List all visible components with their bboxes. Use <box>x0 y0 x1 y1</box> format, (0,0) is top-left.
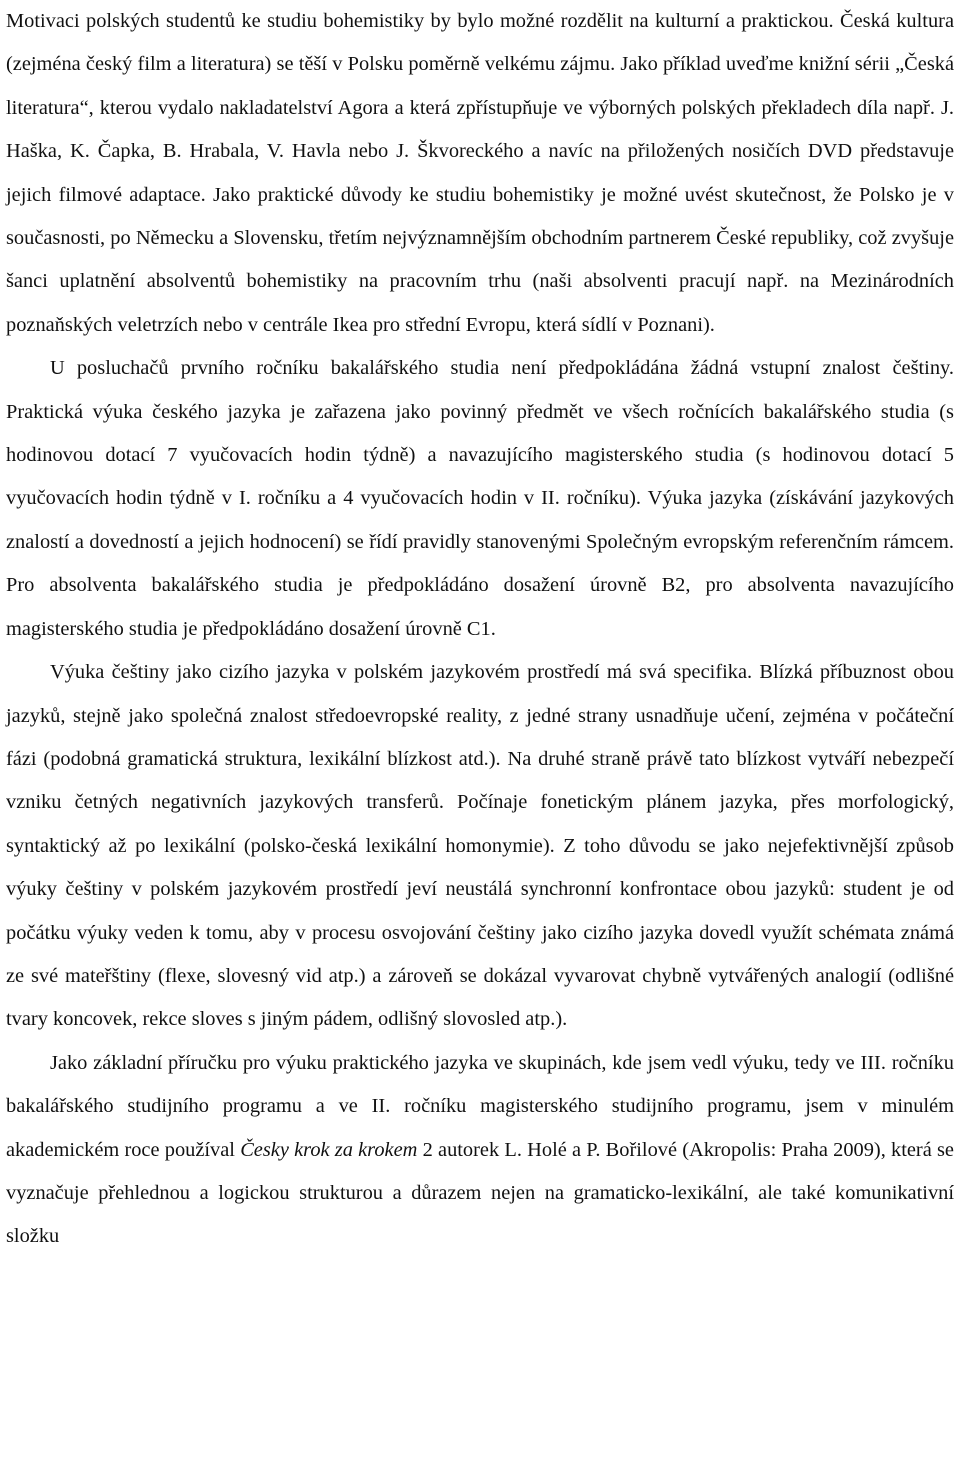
paragraph-motivation: Motivaci polských studentů ke studiu bohemistiky by bylo možné rozdělit na kulturní a praktickou. Česká kultura (zejména český film a literatura) se těší v Polsku poměrně velkému zájmu. Jako příklad uveďme knižní sérii „Česká literatura“, kterou vydalo nakladatelství Agora a která zpřístupňuje ve výborných polských překladech díla např. J. Haška, K. Čapka, B. Hrabala, V. Havla nebo J. Škvoreckého a navíc na přiložených nosičích DVD představuje jejich filmové adaptace. Jako praktické důvody ke studiu bohemistiky je možné uvést skutečnost, že Polsko je v současnosti, po Německu a Slovensku, třetím nejvýznamnějším obchodním partnerem České republiky, což zvyšuje šanci uplatnění absolventů bohemistiky na pracovním trhu (naši absolventi pracují např. na Mezinárodních poznaňských veletrzích nebo v centrále Ikea pro střední Evropu, která sídlí v Poznani). <box>6 10 954 336</box>
paragraph-textbook-after: 2 autorek L. Holé a P. Bořilové (Akropolis: Praha 2009), která se vyznačuje přehlednou a logickou strukturou a důrazem nejen na gramaticko-lexikální, ale také komunikativní složku <box>6 1138 954 1248</box>
paragraph-textbook-before: Jako základní příručku pro výuku praktického jazyka ve skupinách, kde jsem vedl výuku, tedy ve III. ročníku bakalářského studijního programu a ve II. ročníku magisterského studijního programu, jsem v minulém akademickém roce používal <box>6 1051 954 1161</box>
paragraph-specifics: Výuka češtiny jako cizího jazyka v polském jazykovém prostředí má svá specifika. Blízká příbuznost obou jazyků, stejně jako společná znalost středoevropské reality, z jedné strany usnadňuje učení, zejména v počáteční fázi (podobná gramatická struktura, lexikální blízkost atd.). Na druhé straně právě tato blízkost vytváří nebezpečí vzniku četných negativních jazykových transferů. Počínaje fonetickým plánem jazyka, přes morfologický, syntaktický až po lexikální (polsko-česká lexikální homonymie). Z toho důvodu se jako nejefektivnější způsob výuky češtiny v polském jazykovém prostředí jeví neustálá synchronní konfrontace obou jazyků: student je od počátku výuky veden k tomu, aby v procesu osvojování češtiny jako cizího jazyka dovedl využít schémata známá ze své mateřštiny (flexe, slovesný vid atp.) a zároveň se dokázal vyvarovat chybně vytvářených analogií (odlišné tvary koncovek, rekce sloves s jiným pádem, odlišný slovosled atp.). <box>6 661 954 1031</box>
paragraph-textbook <box>6 1042 954 1259</box>
paragraph-first-year: U posluchačů prvního ročníku bakalářského studia není předpokládána žádná vstupní znalost češtiny. Praktická výuka českého jazyka je zařazena jako povinný předmět ve všech ročnících bakalářského studia (s hodinovou dotací 7 vyučovacích hodin týdně) a navazujícího magisterského studia (s hodinovou dotací 5 vyučovacích hodin týdně v I. ročníku a 4 vyučovacích hodin v II. ročníku). Výuka jazyka (získávání jazykových znalostí a dovedností a jejich hodnocení) se řídí pravidly stanovenými Společným evropským referenčním rámcem. Pro absolventa bakalářského studia je předpokládáno dosažení úrovně B2, pro absolventa navazujícího magisterského studia je předpokládáno dosažení úrovně C1. <box>6 357 954 640</box>
textbook-title: Česky krok za krokem <box>240 1138 418 1161</box>
